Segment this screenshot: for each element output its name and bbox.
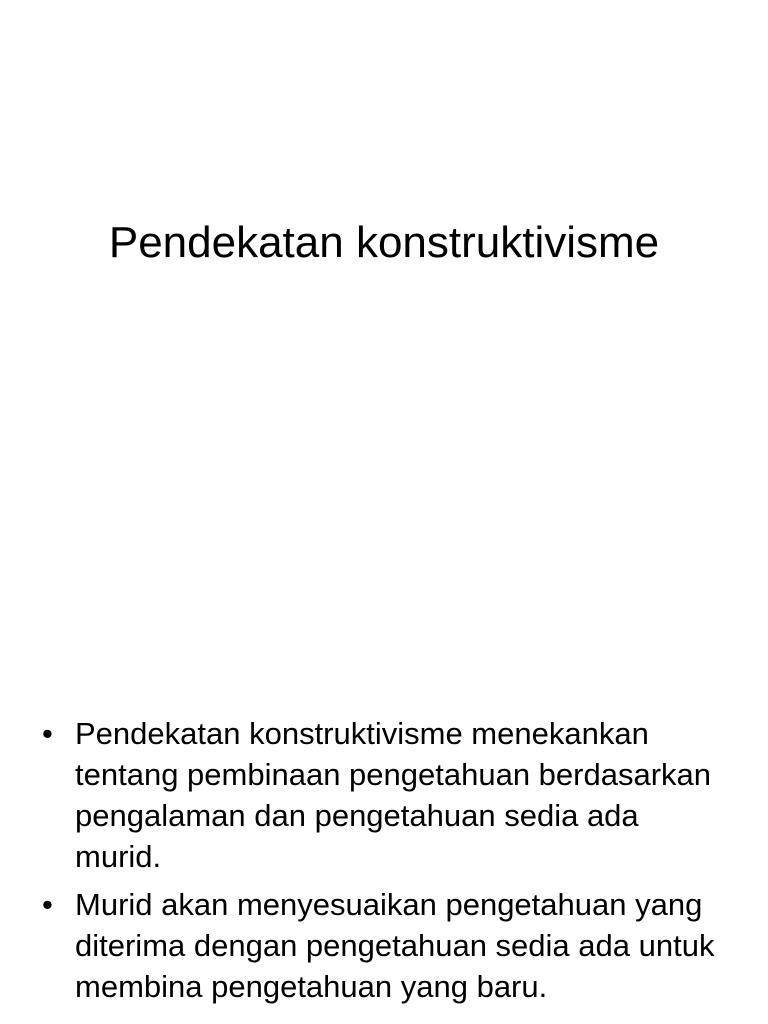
- slide-title: Pendekatan konstruktivisme: [108, 218, 660, 267]
- bullet-item: [40, 884, 730, 1007]
- bullet-icon: •: [42, 887, 53, 922]
- bullet-icon: •: [42, 716, 53, 751]
- bullet-item: [40, 713, 730, 877]
- bullet-text: Murid akan menyesuaikan pengetahuan yang diterima dengan pengetahuan sedia ada untuk membina pengetahuan yang baru.: [75, 887, 715, 1004]
- bullet-text: Pendekatan konstruktivisme menekankan tentang pembinaan pengetahuan berdasarkan pengalaman dan pengetahuan sedia ada murid.: [75, 716, 712, 874]
- bullet-list: [40, 713, 730, 1014]
